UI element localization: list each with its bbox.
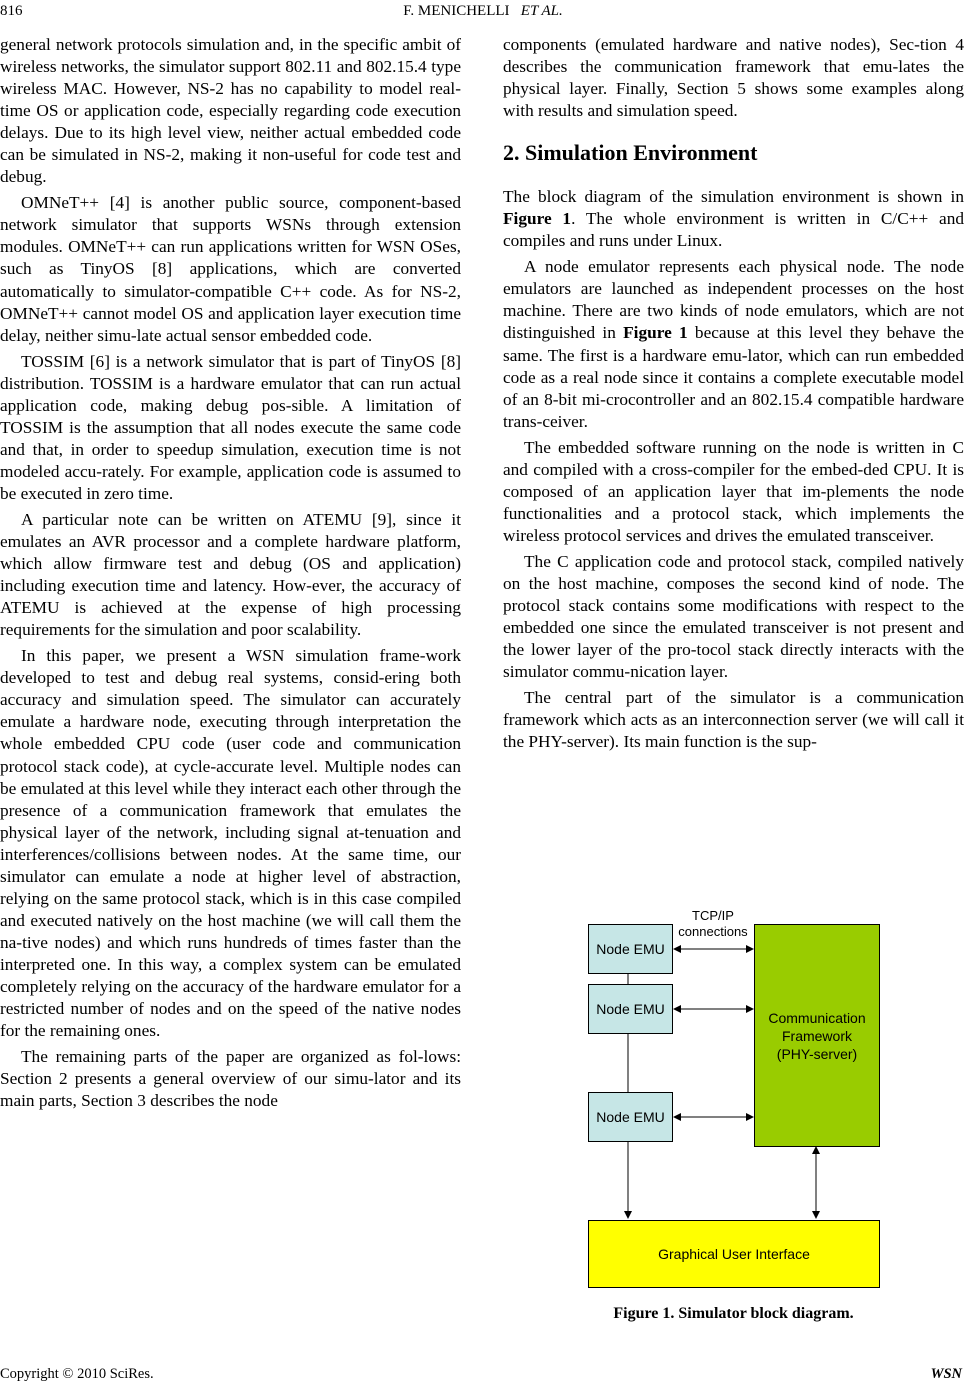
footer-journal: WSN xyxy=(930,1366,962,1382)
node-emu-box: Node EMU xyxy=(588,984,673,1034)
body-paragraph: TOSSIM [6] is a network simulator that is part of TinyOS [8] distribution. TOSSIM is a hardware emulator that can run actual application code, making debug pos-sible. A limitation of TOSSIM is the assumption that all nodes execute the same code and that, in order to speedup simulation, execution time is not modeled accu-rately. For example, application code is assumed to be executed in zero time. xyxy=(0,351,461,503)
running-head-et-al: ET AL. xyxy=(520,3,563,19)
body-paragraph xyxy=(503,186,964,252)
body-paragraph: The C application code and protocol stack, compiled natively on the host machine, composes the second kind of node. The protocol stack contains some modifications with respect to the embedded one since the emulated transceiver is not present and the lower layer of the pro-tocol stack directly interacts with the simulator commu-nication layer. xyxy=(503,551,964,682)
text-run: . The whole environment is written in C/C++ and compiles and runs under Linux. xyxy=(503,209,964,251)
body-paragraph: In this paper, we present a WSN simulation frame-work developed to test and debug real systems, consid-ering both accuracy and simulation speed. The simulator can accurately emulate a hardware node, executing through interpretation the whole embedded CPU code (user code and communication protocol stack code), at cycle-accurate level. Multiple nodes can be emulated at this level while they interact each other through the presence of a communication framework that emulates the physical layer of the network, including signal at-tenuation and interferences/collisions between nodes. At the same time, our simulator can emulate a node at higher level of abstraction, relying on the same protocol stack, which is in this case compiled and executed natively on the host machine (we will call them the na-tive nodes) and which runs hundreds of times faster than the interpreted one. In this way, a complex system can be emulated completely relying on the accuracy of the hardware emulator for a restricted number of nodes and on the speed of the native nodes for the remaining ones. xyxy=(0,646,461,1041)
body-paragraph: The remaining parts of the paper are organized as fol-lows: Section 2 presents a general overview of our simu-lator and its main parts, Section 3 describes the node xyxy=(0,1047,461,1111)
tcpip-connections-label: TCP/IP connections xyxy=(678,908,748,939)
text-run: The block diagram of the simulation environment is shown in xyxy=(503,187,964,207)
right-column xyxy=(503,34,964,757)
body-paragraph: A particular note can be written on ATEMU [9], since it emulates an AVR processor and a complete hardware platform, which allow firmware test and debug (OS and application) including execution time and latency. How-ever, the accuracy of ATEMU is achieved at the expense of high processing requirements for the simulation and poor scalability. xyxy=(0,509,461,640)
body-paragraph xyxy=(503,256,964,432)
figure-caption: Figure 1. Simulator block diagram. xyxy=(613,1305,854,1322)
left-column xyxy=(0,34,461,1116)
figure-reference: Figure 1 xyxy=(623,323,688,343)
figure-reference: Figure 1 xyxy=(503,209,572,229)
communication-framework-box: Communication Framework (PHY-server) xyxy=(754,924,880,1147)
body-paragraph: The central part of the simulator is a communication framework which acts as an interconnection server (we will call it the PHY-server). Its main function is the sup- xyxy=(503,688,964,752)
body-paragraph: The embedded software running on the node is written in C and compiled with a cross-compiler for the embed-ded CPU. It is composed of an application layer that im-plements the node functionalities and a protocol stack, which implements the wireless protocol services and drives the emulated transceiver. xyxy=(503,437,964,545)
body-paragraph: general network protocols simulation and, in the specific ambit of wireless networks, the simulator support 802.11 and 802.15.4 type wireless MAC. However, NS-2 has no capability to model real-time OS or application code, especially regarding code execution delays. Due to its high level view, neither actual embedded code can be simulated in NS-2, making it non-useful for code test and debug. xyxy=(0,35,461,187)
running-head xyxy=(0,3,966,20)
body-paragraph: components (emulated hardware and native nodes), Sec-tion 4 describes the communication framework that emu-lates the physical layer. Finally, Section 5 shows some examples along with results and simulation speed. xyxy=(503,35,964,121)
node-emu-box: Node EMU xyxy=(588,924,673,974)
text-run: because at this level they behave the same. The first is a hardware emu-lator, which can run embedded code as a real node since it contains a complete executable model of an 8-bit mi-crocontroller and an 802.15.4 compatible hardware trans-ceiver. xyxy=(503,323,964,431)
gui-box: Graphical User Interface xyxy=(588,1220,880,1288)
body-paragraph: OMNeT++ [4] is another public source, component-based network simulator that supports WSNs through extension modules. OMNeT++ can run applications written for WSN OSes, such as TinyOS [8] applications, which are converted automatically to simulator-compatible C++ code. As for NS-2, OMNeT++ cannot model OS and application layer execution time delay, neither simu-late actual sensor embedded code. xyxy=(0,193,461,345)
page-number: 816 xyxy=(0,3,23,19)
figure-1-block-diagram xyxy=(503,880,964,1330)
node-emu-box: Node EMU xyxy=(588,1092,673,1142)
section-heading: 2. Simulation Environment xyxy=(503,140,758,166)
footer-copyright: Copyright © 2010 SciRes. xyxy=(0,1366,154,1382)
text-run: A node emulator represents each physical node. The node emulators are launched as independent processes on the host machine. There are two kinds of node emulators, which are not distinguished in xyxy=(503,257,964,343)
running-head-author: F. MENICHELLI xyxy=(403,3,510,19)
